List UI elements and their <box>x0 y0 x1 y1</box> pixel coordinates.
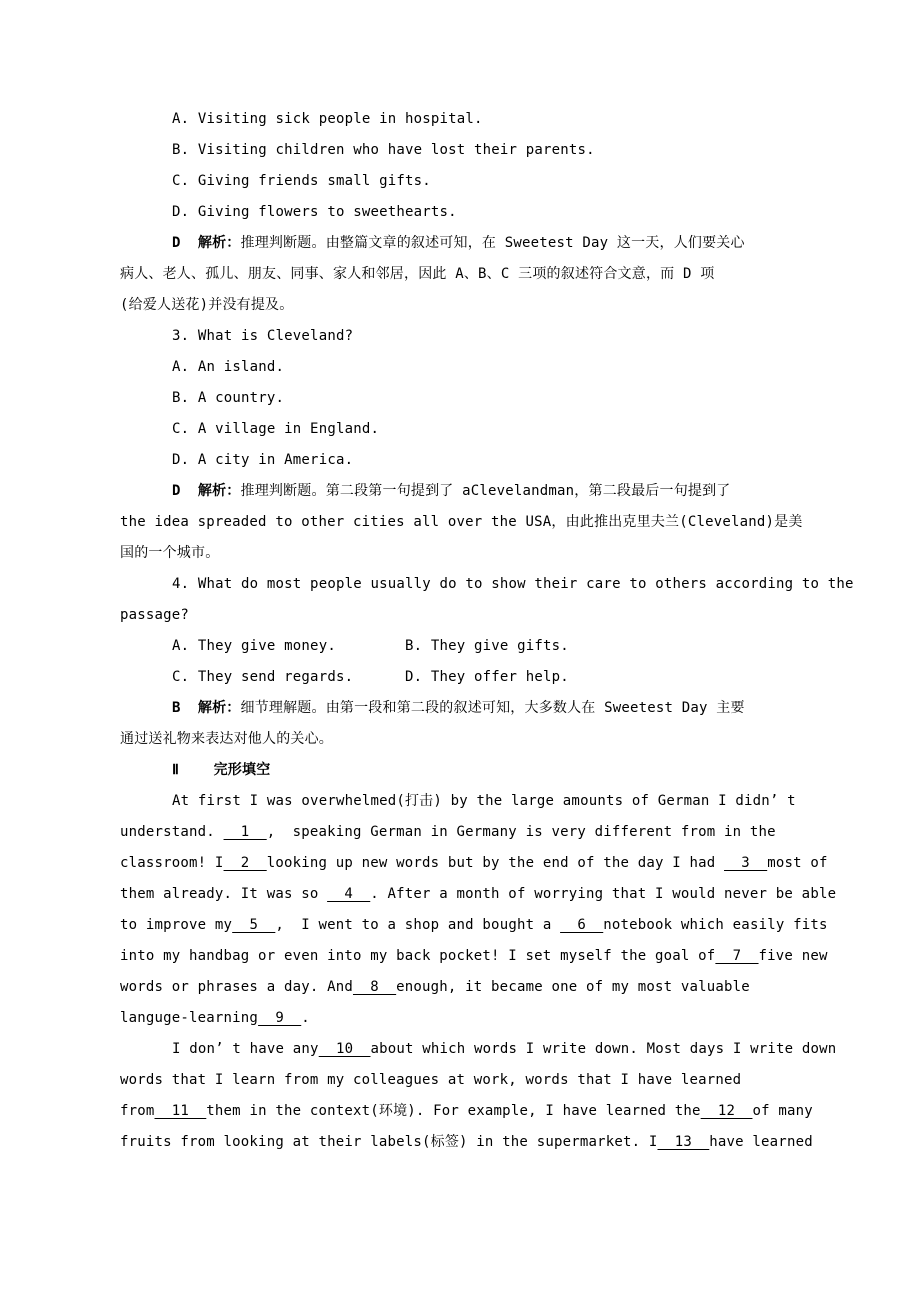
cloze-blank: 4 <box>327 886 371 902</box>
text-line: A. They give money. B. They give gifts. <box>172 638 569 654</box>
text-line: words that I learn from my colleagues at work, words that I have learned <box>120 1072 742 1088</box>
text-line: At first I was overwhelmed(打击) by the large amounts of German I didn’ t <box>172 793 796 809</box>
text-line: D. A city in America. <box>172 452 354 468</box>
cloze-blank: 6 <box>560 917 604 933</box>
text-line: D. Giving flowers to sweethearts. <box>172 204 457 220</box>
text-line: them already. It was so 4 . After a month of worrying that I would never be able <box>120 886 837 902</box>
text-line: languge-learning 9 . <box>120 1010 310 1026</box>
cloze-blank: 9 <box>258 1010 302 1026</box>
cloze-blank: 13 <box>657 1134 710 1150</box>
text-line: into my handbag or even into my back pocket! I set myself the goal of 7 five new <box>120 948 828 964</box>
cloze-blank: 2 <box>223 855 267 871</box>
answer-label: D 解析： <box>172 483 241 499</box>
answer-label: Ⅱ 完形填空 <box>172 762 271 778</box>
answer-label: D 解析： <box>172 235 241 251</box>
text-line: 国的一个城市。 <box>120 545 220 561</box>
text-line: B. A country. <box>172 390 285 406</box>
text-line: D 解析：推理判断题。由整篇文章的叙述可知，在 Sweetest Day 这一天，人们要关心 <box>172 235 745 251</box>
cloze-blank: 3 <box>724 855 768 871</box>
text-line: understand. 1 , speaking German in Germany is very different from in the <box>120 824 776 840</box>
cloze-blank: 11 <box>154 1103 207 1119</box>
text-line: C. They send regards. D. They offer help. <box>172 669 569 685</box>
text-line: (给爱人送花)并没有提及。 <box>120 297 294 313</box>
cloze-blank: 7 <box>715 948 759 964</box>
text-line: A. Visiting sick people in hospital. <box>172 111 483 127</box>
cloze-blank: 1 <box>223 824 267 840</box>
text-line: 通过送礼物来表达对他人的关心。 <box>120 731 333 747</box>
text-line: I don’ t have any 10 about which words I write down. Most days I write down <box>172 1041 837 1057</box>
text-line: words or phrases a day. And 8 enough, it became one of my most valuable <box>120 979 750 995</box>
text-line: the idea spreaded to other cities all over the USA，由此推出克里夫兰(Cleveland)是美 <box>120 514 803 530</box>
text-line: C. Giving friends small gifts. <box>172 173 431 189</box>
text-line: B. Visiting children who have lost their parents. <box>172 142 595 158</box>
cloze-blank: 12 <box>700 1103 753 1119</box>
cloze-blank: 5 <box>232 917 276 933</box>
text-line: B 解析：细节理解题。由第一段和第二段的叙述可知，大多数人在 Sweetest Day 主要 <box>172 700 745 716</box>
text-line: D 解析：推理判断题。第二段第一句提到了 aClevelandman，第二段最后一句提到了 <box>172 483 731 499</box>
text-line: passage? <box>120 607 190 623</box>
text-line <box>120 755 840 786</box>
text-line: A. An island. <box>172 359 285 375</box>
text-line: to improve my 5 , I went to a shop and bought a 6 notebook which easily fits <box>120 917 828 933</box>
cloze-blank: 8 <box>352 979 397 995</box>
text-line: from 11 them in the context(环境). For example, I have learned the 12 of many <box>120 1103 813 1119</box>
text-line: fruits from looking at their labels(标签) in the supermarket. I 13 have learned <box>120 1134 813 1150</box>
document-body <box>120 104 854 1158</box>
text-line: C. A village in England. <box>172 421 380 437</box>
answer-label: B 解析： <box>172 700 241 716</box>
text-line: classroom! I 2 looking up new words but by the end of the day I had 3 most of <box>120 855 828 871</box>
text-line: 病人、老人、孤儿、朋友、同事、家人和邻居，因此 A、B、C 三项的叙述符合文意，而 D 项 <box>120 266 715 282</box>
cloze-blank: 10 <box>318 1041 371 1057</box>
text-line: 3. What is Cleveland? <box>172 328 354 344</box>
text-line: 4. What do most people usually do to show their care to others according to the <box>172 576 854 592</box>
